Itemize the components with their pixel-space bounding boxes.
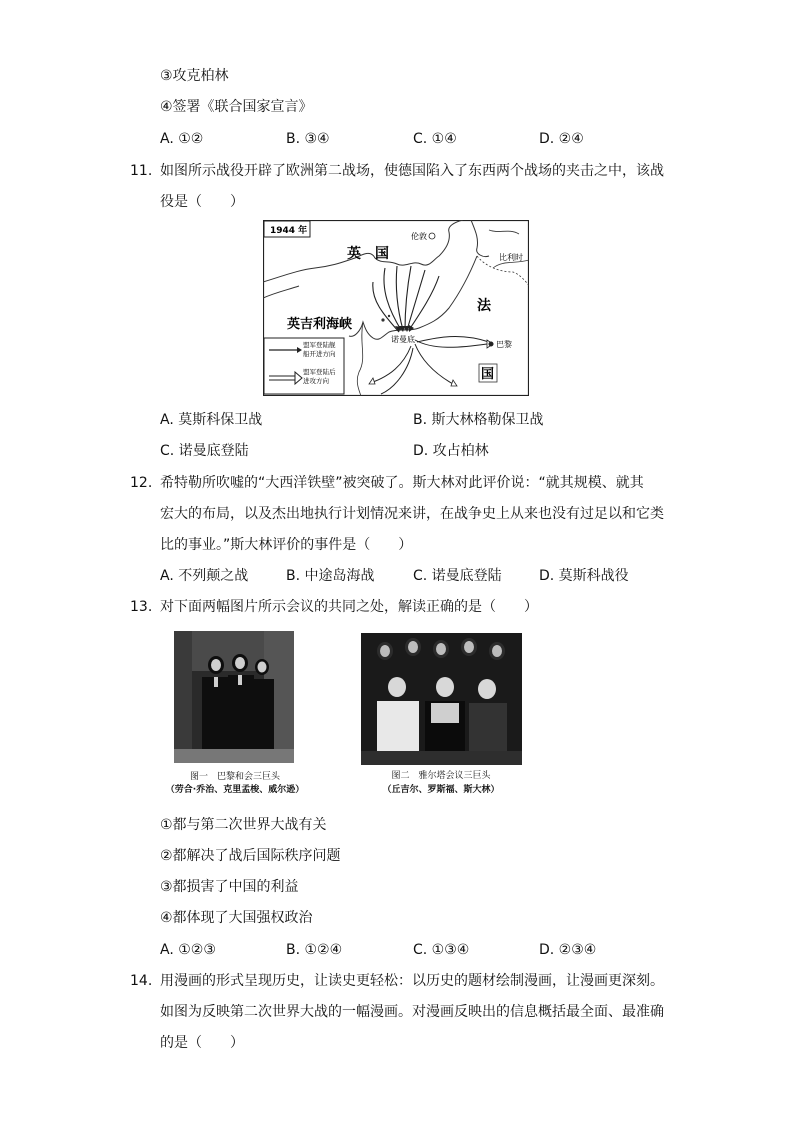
option-c[interactable]: C. ①③④: [413, 942, 470, 958]
option-c[interactable]: C. 诺曼底登陆: [160, 443, 249, 459]
option-d[interactable]: D. ②③④: [539, 942, 597, 958]
figure-1-subcaption: （劳合·乔治、克里孟梭、威尔逊）: [165, 785, 305, 795]
figure-2-subcaption: （丘吉尔、罗斯福、斯大林）: [382, 785, 500, 795]
option-c[interactable]: C. ①④: [413, 131, 457, 147]
question-text: 如图为反映第二次世界大战的一幅漫画。对漫画反映出的信息概括最全面、最准确: [160, 1004, 664, 1020]
question-text: 希特勒所吹嘘的“大西洋铁壁”被突破了。斯大林对此评价说：“就其规模、就其: [160, 475, 644, 491]
question-text: 宏大的布局，以及杰出地执行计划情况来讲，在战争史上从来也没有过足以和它类: [160, 506, 664, 522]
legend-label-2b: 进攻方向: [303, 377, 329, 385]
map-label-belgium: 比利时: [499, 253, 523, 262]
statement-item-3: ③攻克柏林: [160, 68, 229, 84]
question-number: 14.: [130, 973, 153, 989]
question-text: 对下面两幅图片所示会议的共同之处，解读正确的是（ ）: [160, 599, 538, 615]
map-label-normandy: 诺曼底: [391, 335, 415, 344]
map-label-channel: 英吉利海峡: [287, 317, 353, 332]
yalta-conference-photo: [361, 633, 522, 765]
paris-marker: [489, 342, 494, 347]
option-a[interactable]: A. 不列颠之战: [160, 568, 249, 584]
statement-item-1: ①都与第二次世界大战有关: [160, 817, 327, 833]
paris-conference-photo: [174, 631, 294, 763]
option-b[interactable]: B. 斯大林格勒保卫战: [413, 412, 544, 428]
option-c[interactable]: C. 诺曼底登陆: [413, 568, 502, 584]
option-a[interactable]: A. 莫斯科保卫战: [160, 412, 263, 428]
map-label-france-1: 法: [477, 298, 491, 314]
statement-item-3: ③都损害了中国的利益: [160, 879, 299, 895]
london-marker: [429, 233, 435, 239]
map-year: 1944 年: [270, 226, 308, 236]
option-a[interactable]: A. ①②: [160, 131, 204, 147]
question-text: 役是（ ）: [160, 194, 244, 210]
question-number: 13.: [130, 599, 153, 615]
figure-2-caption: 图二 雅尔塔会议三巨头: [391, 771, 491, 781]
normandy-map: [263, 220, 529, 396]
question-number: 12.: [130, 475, 153, 491]
question-number: 11.: [130, 163, 153, 179]
figure-1-caption: 图一 巴黎和会三巨头: [189, 772, 280, 782]
option-a[interactable]: A. ①②③: [160, 942, 216, 958]
option-d[interactable]: D. 莫斯科战役: [539, 568, 629, 584]
question-text: 用漫画的形式呈现历史，让读史更轻松：以历史的题材绘制漫画，让漫画更深刻。: [160, 973, 664, 989]
map-label-london: 伦敦: [411, 232, 427, 241]
option-b[interactable]: B. ③④: [286, 131, 330, 147]
option-b[interactable]: B. ①②④: [286, 942, 343, 958]
map-label-england: 英 国: [347, 246, 389, 262]
question-text: 的是（ ）: [160, 1035, 244, 1051]
option-d[interactable]: D. ②④: [539, 131, 584, 147]
option-d[interactable]: D. 攻占柏林: [413, 443, 489, 459]
legend-label-1b: 船开进方向: [303, 350, 336, 358]
map-label-paris: 巴黎: [496, 340, 512, 349]
statement-item-2: ②都解决了战后国际秩序问题: [160, 848, 341, 864]
question-text: 如图所示战役开辟了欧洲第二战场，使德国陷入了东西两个战场的夹击之中，该战: [160, 163, 664, 179]
option-b[interactable]: B. 中途岛海战: [286, 568, 375, 584]
legend-label-2a: 盟军登陆后: [303, 368, 336, 376]
map-label-france-2: 国: [481, 367, 495, 382]
statement-item-4: ④签署《联合国家宣言》: [160, 99, 313, 115]
legend-label-1a: 盟军登陆舰: [303, 341, 336, 349]
statement-item-4: ④都体现了大国强权政治: [160, 910, 313, 926]
question-text: 比的事业。”斯大林评价的事件是（ ）: [160, 537, 413, 553]
